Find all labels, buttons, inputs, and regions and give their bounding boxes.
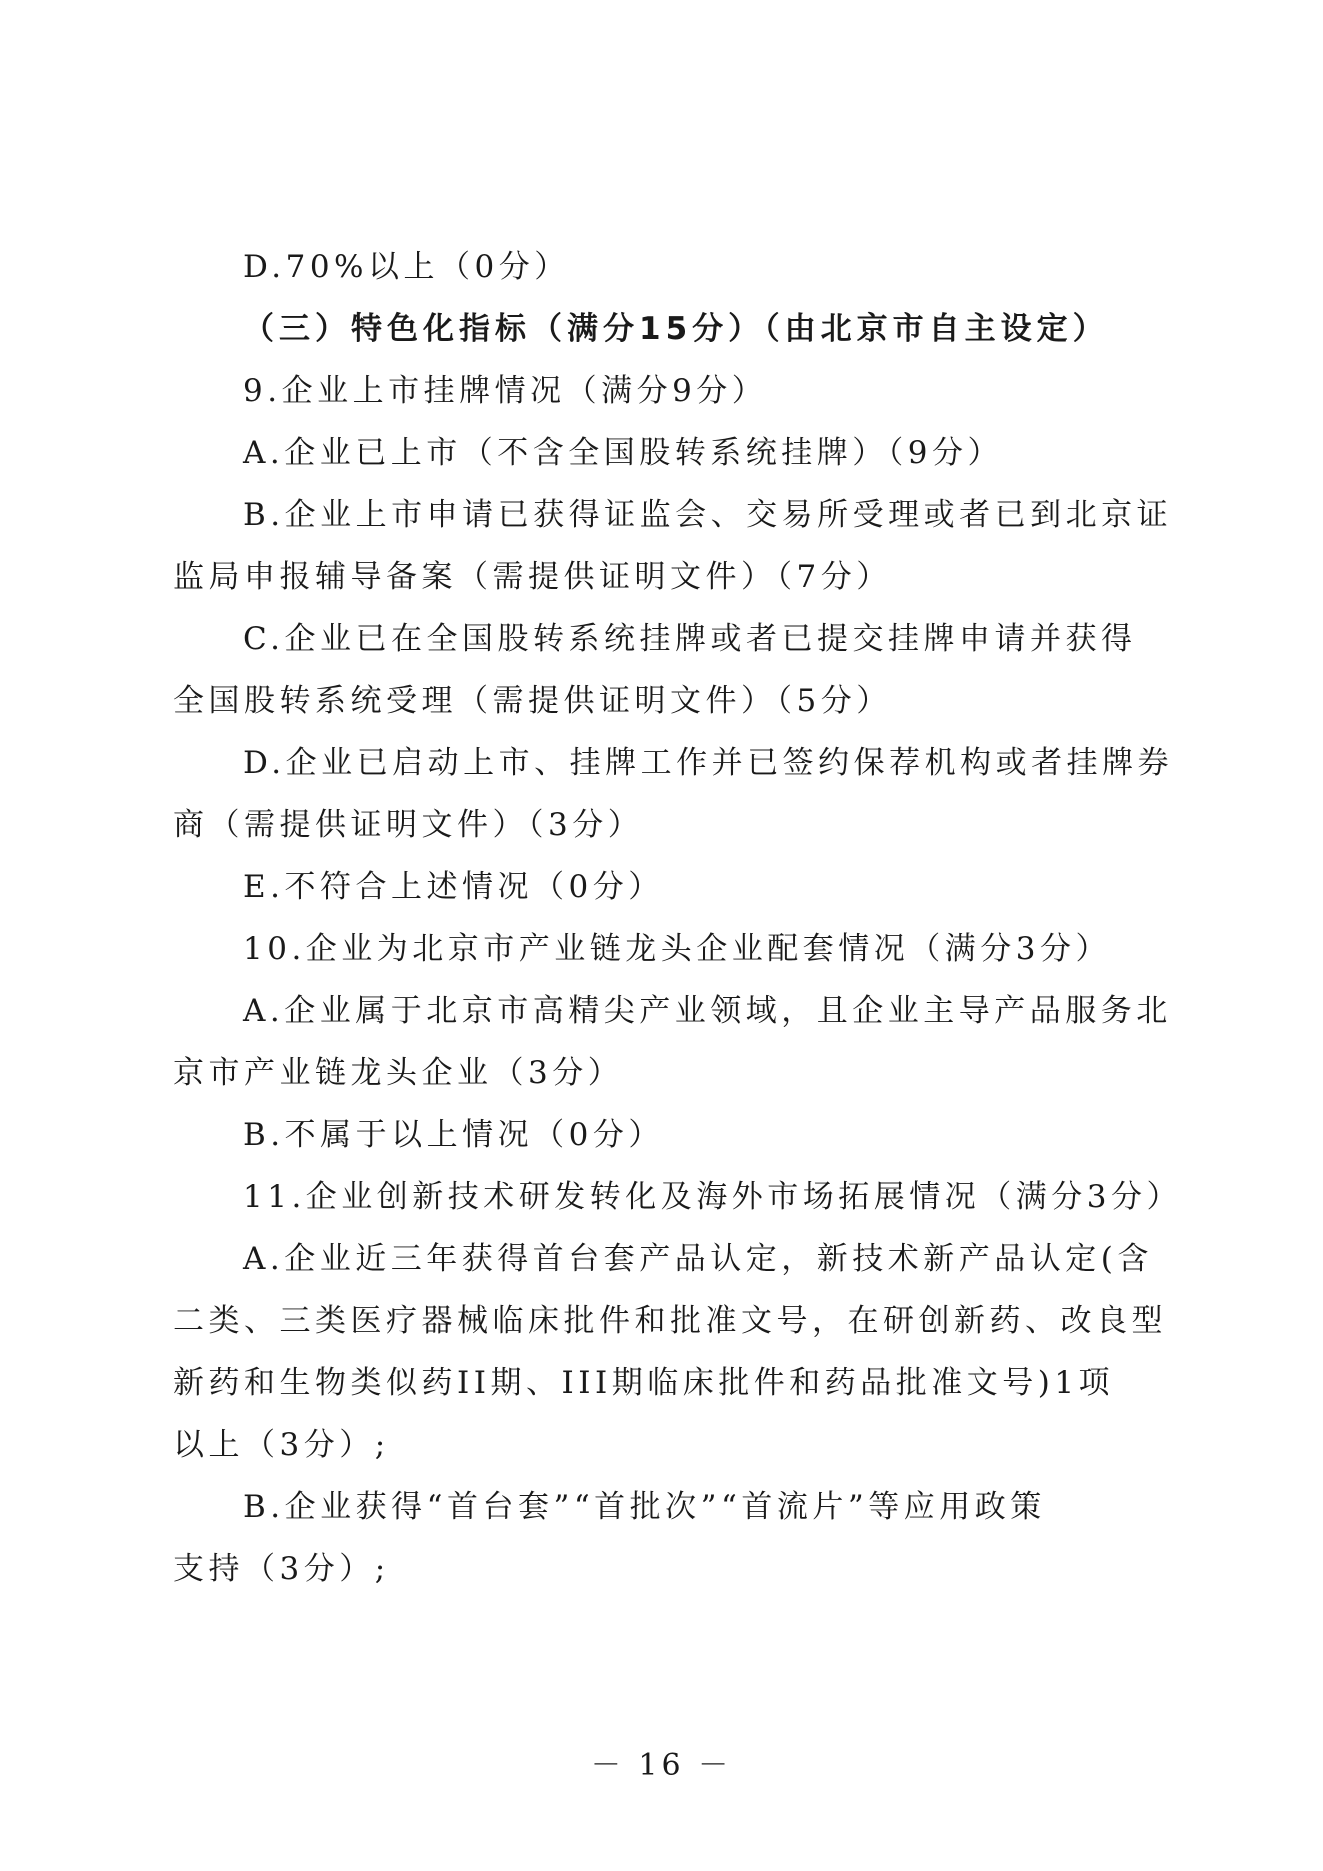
section-heading-characteristic-indicators: （三）特色化指标（满分15分）（由北京市自主设定） — [243, 311, 1109, 347]
item-11-option-b-line-2: 支持（3分）; — [173, 1551, 390, 1587]
item-10-option-b: B.不属于以上情况（0分） — [243, 1117, 664, 1153]
item-11-option-b-line-1: B.企业获得“首台套”“首批次”“首流片”等应用政策 — [243, 1489, 1046, 1525]
item-11-option-a-line-2: 二类、三类医疗器械临床批件和批准文号，在研创新药、改良型 — [173, 1303, 1167, 1339]
item-11-option-a-line-1: A.企业近三年获得首台套产品认定，新技术新产品认定(含 — [243, 1241, 1153, 1277]
item-9-option-d-line-1: D.企业已启动上市、挂牌工作并已签约保荐机构或者挂牌券 — [243, 745, 1174, 781]
item-10-title: 10.企业为北京市产业链龙头企业配套情况（满分3分） — [243, 931, 1112, 967]
item-11-option-a-line-4: 以上（3分）; — [173, 1427, 390, 1463]
item-9-option-b-line-1: B.企业上市申请已获得证监会、交易所受理或者已到北京证 — [243, 497, 1173, 533]
item-11-title: 11.企业创新技术研发转化及海外市场拓展情况（满分3分） — [243, 1179, 1183, 1215]
page-number: － 16 － — [590, 1748, 733, 1783]
item-9-option-b-line-2: 监局申报辅导备案（需提供证明文件）（7分） — [173, 559, 892, 595]
item-9-option-a: A.企业已上市（不含全国股转系统挂牌）（9分） — [243, 435, 1003, 471]
item-9-option-c-line-1: C.企业已在全国股转系统挂牌或者已提交挂牌申请并获得 — [243, 621, 1137, 657]
item-10-option-a-line-1: A.企业属于北京市高精尖产业领域，且企业主导产品服务北 — [243, 993, 1172, 1029]
item-9-title: 9.企业上市挂牌情况（满分9分） — [243, 373, 768, 409]
item-10-option-a-line-2: 京市产业链龙头企业（3分） — [173, 1055, 624, 1091]
item-9-option-d-line-2: 商（需提供证明文件）（3分） — [173, 807, 644, 843]
item-9-option-c-line-2: 全国股转系统受理（需提供证明文件）（5分） — [173, 683, 892, 719]
item-9-option-e: E.不符合上述情况（0分） — [243, 869, 664, 905]
document-body — [173, 236, 1183, 1600]
option-d-70-percent: D.70%以上（0分） — [243, 249, 570, 285]
item-11-option-a-line-3: 新药和生物类似药II期、III期临床批件和药品批准文号)1项 — [173, 1365, 1115, 1401]
